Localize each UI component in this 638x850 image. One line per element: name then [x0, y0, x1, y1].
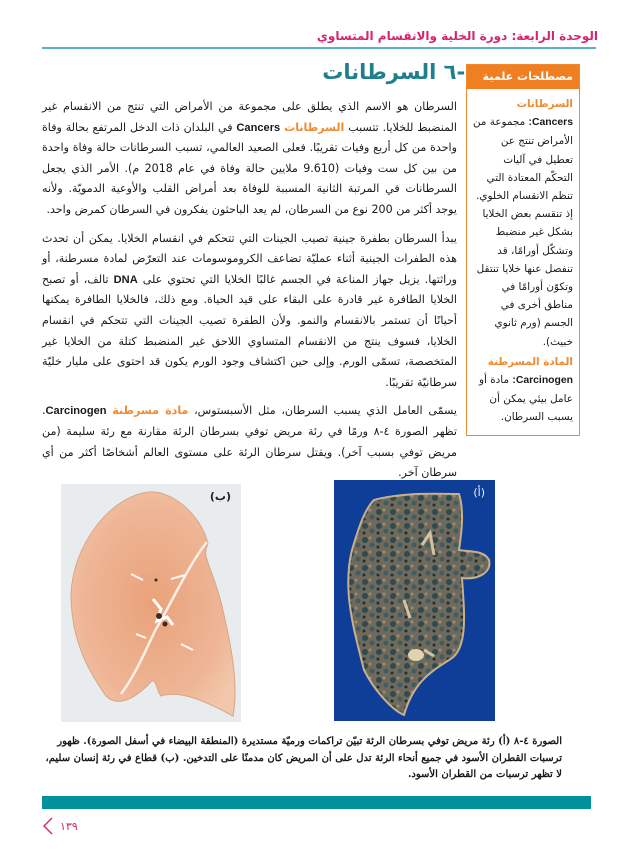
section-title: -٦ السرطانات	[322, 60, 466, 84]
p2-text-b: تالف، أو تصبح الخلايا الطافرة غير قادرة على البقاء على قيد الحياة. ومع ذلك، فالخلايا الطافرة يمكنها أحيانًا أن تستمر بالانقسام والنمو. ولأن الطفرة تصيب الجينات التي تتحكم في انقسام الخلايا، فسوف ينتج من الانقسام المتساوي اللاحق غير المنضبط كتلة من الخلايا غير المتخصصة، تسمّى الورم. وإلى حين اكتشاف وجود الورم يكون قد احتوى على مليار خليّة سرطانيّة تقريبًا.	[42, 272, 457, 389]
main-body	[42, 97, 457, 492]
term-cancers-ar: السرطانات	[516, 98, 573, 110]
figure-caption: الصورة ٤-٨ (أ) رئة مريض توفي بسرطان الرئة تبيّن تراكمات ورميّة مستديرة (المنطقة البيضاء في أسفل الصورة). ظهور ترسبات القطران الأسود في جميع أنحاء الرئة تدل على أن المريض كان مدمنًا على التدخين. (ب) قطاع في رئة إنسان سليم، لا تظهر ترسبات من القطران الأسود.	[45, 736, 562, 780]
paragraph-2	[42, 229, 457, 394]
paragraph-3	[42, 401, 457, 483]
cancer-lung-illustration	[334, 480, 495, 721]
p3-text-b: . تظهر الصورة ٤-٨ ورمًا في رئة مريض توفي بسرطان الرئة مقارنة مع رئة سليمة (من مريض توفي بسبب آخر). ويقتل سرطان الرئة على مستوى العالم أشخاصًا أكثر من أي سرطان آخر.	[42, 404, 457, 480]
paragraph-1	[42, 97, 457, 221]
figure-label-a: (أ)	[473, 486, 485, 499]
term-cancers-definition: مجموعة من الأمراض تنتج عن تعطيل في آليات التحكّم المعتادة التي تنظم الانقسام الخلوي. إذ تنقسم بعض الخلايا بشكل غير منضبط وتشكّل أورامًا، قد تنفصل عنها خلايا تنتقل وتكوّن أورامًا في مناطق أخرى في الجسم (ورم ثانوي خبيث).	[473, 116, 573, 348]
p3-highlight-term: مادة مسرطنة	[112, 404, 189, 418]
chevron-left-icon	[42, 817, 54, 835]
term-cancers	[473, 95, 573, 351]
unit-header: الوحدة الرابعة: دورة الخلية والانقسام المتساوي	[316, 29, 598, 43]
key-terms-body	[467, 89, 579, 435]
p2-text-a: يبدأ السرطان بطفرة جينية تصيب الجينات التي تتحكم في انقسام الخلايا. يمكن أن تحدث هذه الطفرات الجينية أثناء عمليّة تضاعف الكروموسومات عند التعرّض لمادة مسرطنة، أو وراثتها. يزيل جهاز المناعة في الجسم غالبًا الخلايا التي تحتوي على	[42, 231, 457, 286]
p1-english-term: Cancers	[236, 121, 281, 134]
p2-english-term: DNA	[113, 273, 138, 286]
key-terms-heading: مصطلحات علمية	[467, 65, 579, 89]
header-divider	[42, 47, 596, 49]
term-carcinogen-ar: المادة المسرطنة	[487, 355, 573, 368]
footer-bar	[42, 796, 591, 809]
page-number-block	[42, 817, 78, 835]
p1-text-a: السرطان هو الاسم الذي يطلق على مجموعة من الأمراض التي تنتج من الانقسام غير المنضبط للخلايا. تتسبب	[42, 100, 457, 134]
key-terms-box	[466, 64, 580, 436]
healthy-lung-illustration	[61, 484, 241, 722]
p3-english-term: Carcinogen	[45, 405, 107, 418]
term-carcinogen-definition: مادة أو عامل بيئي يمكن أن يسبب السرطان.	[479, 374, 573, 424]
figure-label-b: (ب)	[209, 490, 231, 503]
p3-text-a: يسمّى العامل الذي يسبب السرطان، مثل الأسبستوس،	[188, 404, 457, 418]
term-carcinogen	[473, 353, 573, 427]
page-number: ١٣٩	[60, 819, 78, 833]
p1-text-b: في البلدان ذات الدخل المرتفع بحالة وفاة واحدة من كل أربع وفيات تقريبًا. فعلى الصعيد العالمي، تسبب السرطانات حالة وفاة واحدة من بين كل ست وفيات (9.610 ملايين حالة وفاة في عام 2018 م). الأمر الذي يجعل السرطانات في المرتبة الثانية المسببة للوفاة بعد أمراض القلب والأوعية الدمويّة. ولأنه يوجد أكثر من 200 نوع من السرطان، لم يعد الباحثون يفكرون في السرطان كمرض واحد.	[42, 120, 457, 216]
healthy-lung-image	[61, 484, 241, 722]
term-carcinogen-en: Carcinogen:	[512, 375, 573, 387]
term-cancers-en: Cancers:	[528, 117, 573, 129]
p1-highlight-term: السرطانات	[284, 120, 345, 134]
cancer-lung-image	[334, 480, 495, 721]
